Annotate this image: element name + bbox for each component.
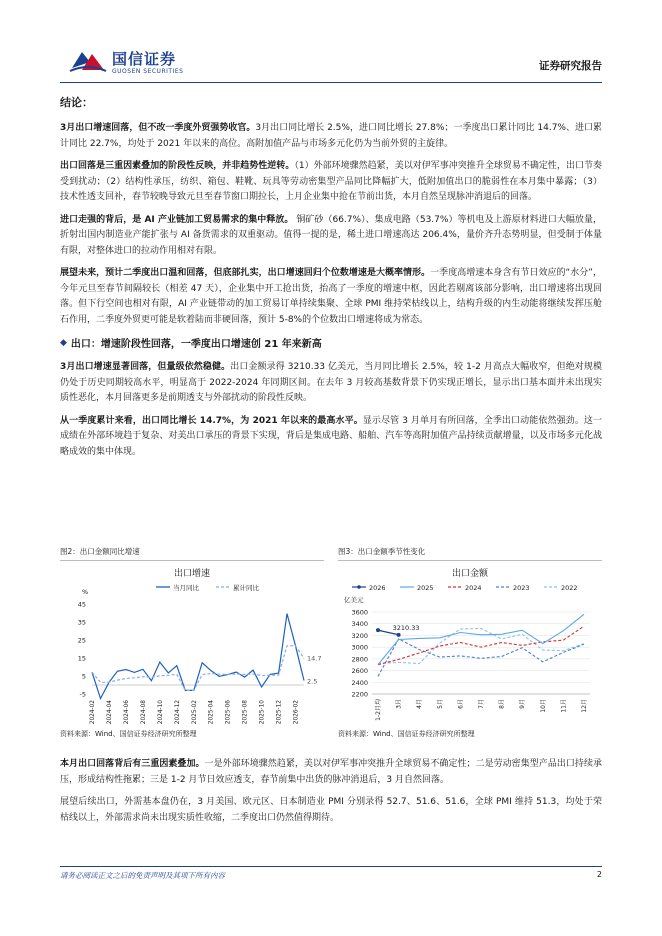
paragraph-1-lead: 3月出口增速回落，但不改一季度外贸强势收官。	[60, 123, 256, 133]
y-tick-label: 3600	[351, 608, 368, 617]
series-line-cumulative-yoy	[92, 646, 304, 691]
conclusion-heading: 结论：	[60, 96, 93, 109]
paragraph-6-text: 显示尽管 3 月单月有所回落，全季出口动能依然强劲。这一成绩在外部环境趋于复杂、对美出口承压的背景下实现，背后是集成电路、船舶、汽车等高附加值产品持续贡献增量，以及市场多元化战略成效的集中体现。	[60, 415, 602, 457]
x-tick-label: 11月	[560, 699, 568, 713]
x-tick-label: 5月	[436, 699, 444, 709]
series-line-2022	[378, 628, 584, 663]
paragraph-8-text: 展望后续出口，外需基本盘仍在，3 月美国、欧元区、日本制造业 PMI 分别录得 52.7、51.6、51.6，全球 PMI 维持 51.3，均处于荣枯线以上，外部需求尚未出现实质性收缩，二季度出口仍然值得期待。	[60, 797, 602, 823]
y-tick-label: 2800	[351, 655, 368, 664]
y-tick-label: 2400	[351, 678, 368, 687]
y-tick-label: 25	[77, 636, 86, 645]
logo-subtext: GUOSEN SECURITIES	[112, 68, 184, 75]
export-seasonal-chart	[338, 562, 602, 728]
paragraph-4-lead: 展望未来，预计二季度出口温和回落，但底部扎实，出口增速回归个位数增速是大概率情形。	[60, 268, 431, 278]
y-tick-label: 45	[77, 600, 86, 609]
y-tick-label: -5	[79, 690, 86, 699]
page-number: 2	[596, 870, 602, 879]
data-point-2026	[376, 628, 380, 632]
paragraph-2-text: （1）外部环境骤然趋紧，美以对伊军事冲突推升全球贸易不确定性，出口节奏受到扰动；（2）结构性承压，纺织、箱包、鞋靴、玩具等劳动密集型产品同比降幅扩大，低附加值出口的脆弱性在本月集中暴露；（3）技术性透支回补，春节较晚导致元旦至春节窗口期拉长，上月企业集中抢在节前出货，本月自然呈现脉冲消退后的回落。	[60, 161, 602, 202]
x-tick-label: 2025-04	[208, 700, 215, 725]
section-heading	[60, 335, 602, 350]
legend-label: 累计同比	[233, 584, 259, 592]
main-content	[60, 94, 602, 467]
y-tick-label: 3200	[351, 631, 368, 640]
legend-marker	[357, 585, 361, 589]
x-tick-label: 2024-02	[90, 700, 96, 725]
x-tick-label: 2024-08	[140, 700, 147, 725]
paragraph-7	[60, 757, 602, 788]
legend-label: 2025	[417, 584, 434, 592]
end-label-monthly: 2.5	[307, 677, 318, 686]
figure-3-source: 资料来源：Wind、国信证券经济研究所整理	[338, 730, 475, 738]
legend-label: 2024	[465, 584, 482, 592]
paragraph-3-text: 铜矿砂（66.7%）、集成电路（53.7%）等机电及上游原材料进口大幅放量，折射出国内制造业产能扩张与 AI 备货需求的双重驱动。值得一提的是，稀土进口增速高达 206.4%，量价齐升态势明显，但受制于体量有限，对整体进口的拉动作用相对有限。	[60, 214, 602, 256]
x-tick-label: 2025-10	[259, 700, 266, 725]
y-axis-unit: %	[82, 588, 89, 596]
y-tick-label: 2600	[351, 667, 368, 676]
diamond-bullet-icon: ◆	[60, 337, 67, 348]
logo-text: 国信证券	[112, 50, 177, 68]
paragraph-7-text: 一是外部环境骤然趋紧，美以对伊军事冲突推升全球贸易不确定性；二是劳动密集型产品出口持续承压，形成结构性拖累；三是 1-2 月节日效应透支，春节前集中出货的脉冲消退后，3 月自然回落。	[60, 759, 602, 785]
paragraph-3	[60, 213, 602, 260]
export-growth-chart	[60, 562, 324, 728]
legend-label: 当月同比	[173, 584, 199, 592]
y-axis-unit: 亿美元	[344, 596, 364, 604]
x-tick-label: 2024-06	[123, 700, 130, 725]
figure-2-divider	[60, 560, 324, 561]
x-tick-label: 6月	[457, 699, 465, 709]
paragraph-2	[60, 159, 602, 206]
paragraph-8	[60, 795, 602, 826]
paragraph-4	[60, 266, 602, 328]
y-tick-label: 5	[81, 672, 86, 681]
x-tick-label: 3月	[395, 699, 403, 709]
x-tick-label: 2024-10	[157, 700, 164, 725]
header-divider	[60, 82, 602, 83]
x-tick-label: 8月	[498, 699, 506, 709]
figures-row	[60, 546, 602, 740]
figure-2	[60, 546, 324, 740]
chart-title: 出口金额	[451, 569, 489, 579]
x-tick-label: 2024-12	[174, 700, 181, 725]
page-header	[60, 44, 602, 82]
x-tick-label: 10月	[539, 699, 547, 713]
y-tick-label: 15	[77, 654, 86, 663]
paragraph-5-lead: 3月出口增速显著回落，但量级依然稳健。	[60, 362, 231, 372]
figure-3	[338, 546, 602, 740]
x-tick-label: 2025-08	[242, 700, 249, 725]
x-tick-label: 2025-12	[276, 700, 283, 725]
legend-label: 2023	[513, 584, 530, 592]
paragraph-1-text: 3月出口同比增长 2.5%，进口同比增长 27.8%；一季度出口累计同比 14.7%、进口累计同比 22.7%，均处于 2021 年以来的高位。高附加值产品与市场多元化仍为当前外贸的主旋律。	[60, 123, 603, 149]
x-tick-label: 7月	[478, 699, 485, 709]
footer-disclaimer: 请务必阅读正文之后的免责声明及其项下所有内容	[60, 871, 225, 880]
y-tick-label: 3400	[351, 620, 368, 629]
y-tick-label: 3000	[351, 643, 368, 652]
legend-label: 2022	[561, 584, 578, 592]
footer-divider	[60, 866, 602, 867]
annotation-label: 3210.33	[392, 623, 420, 632]
x-tick-label: 1-2月均	[375, 699, 382, 721]
figure-2-caption: 图2：出口金额同比增速	[60, 547, 140, 556]
paragraph-3-lead: 进口走强的背后，是 AI 产业链加工贸易需求的集中释放。	[60, 214, 294, 225]
paragraph-6	[60, 414, 602, 461]
legend-label: 2026	[369, 584, 386, 592]
figure-3-caption: 图3：出口金额季节性变化	[338, 547, 426, 556]
guosen-logo-icon	[68, 48, 108, 74]
chart-title: 出口增速	[173, 569, 211, 579]
closing-content	[60, 757, 602, 833]
x-tick-label: 2024-04	[106, 700, 113, 725]
x-tick-label: 4月	[416, 699, 424, 709]
paragraph-4-text: 一季度高增速本身含有节日效应的“水分”，今年元旦至春节间隔较长（相差 47 天），企业集中开工抢出货，抬高了一季度的增速中枢，因此若剔离该部分影响，出口增速将出现回落。但下行空间也相对有限，AI 产业链带动的加工贸易订单持续集聚、全球 PMI 维持荣枯线以上，结构升级的内生动能将继续发挥压舱石作用，二季度外贸更可能是软着陆而非硬回落，预计 5-8%的个位数出口增速将成为常态。	[60, 268, 602, 325]
paragraph-6-lead: 从一季度累计来看，出口同比增长 14.7%，为 2021 年以来的最高水平。	[60, 415, 363, 426]
paragraph-2-lead: 出口回落是三重因素叠加的阶段性反映，并非趋势性逆转。	[60, 161, 295, 171]
paragraph-5	[60, 360, 602, 407]
y-tick-label: 2200	[351, 690, 368, 699]
section-heading-text: 出口：增速阶段性回落，一季度出口增速创 21 年来新高	[70, 339, 322, 350]
x-tick-label: 2025-02	[191, 700, 198, 725]
data-point-2026	[397, 633, 401, 637]
x-tick-label: 9月	[519, 699, 527, 709]
figure-2-source: 资料来源：Wind、国信证券经济研究所整理	[60, 730, 197, 738]
paragraph-5-text: 出口金额录得 3210.33 亿美元，当月同比增长 2.5%，较 1-2 月高点大幅收窄，但绝对规模仍处于历史同期较高水平，明显高于 2022-2024 年同期区间。在去年 3 月较高基数背景下仍实现正增长，显示出口基本面并未出现实质性恶化，本月回落更多是前期透支与外部扰动的阶段性反映。	[60, 362, 602, 403]
figure-3-divider	[338, 560, 602, 561]
end-label-cumulative: 14.7	[307, 654, 322, 663]
x-tick-label: 12月	[581, 699, 588, 713]
series-line-2025	[378, 614, 584, 664]
report-type-label: 证券研究报告	[539, 60, 602, 72]
paragraph-1	[60, 121, 602, 152]
y-tick-label: 35	[77, 618, 86, 627]
x-tick-label: 2025-06	[225, 700, 232, 725]
paragraph-7-lead: 本月出口回落背后有三重因素叠加。	[60, 759, 205, 769]
series-line-monthly-yoy	[92, 614, 304, 699]
x-tick-label: 2026-02	[293, 700, 300, 725]
